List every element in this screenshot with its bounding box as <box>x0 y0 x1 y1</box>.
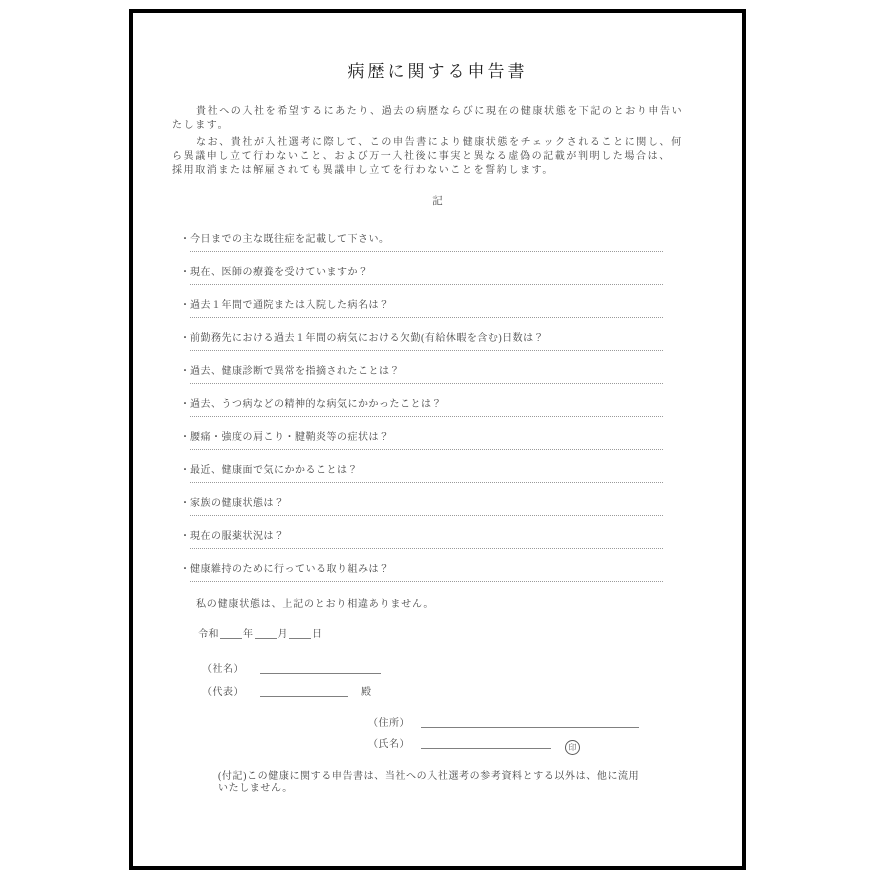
era-label: 令和 <box>198 629 219 640</box>
honorific-label: 殿 <box>361 687 372 698</box>
date-line <box>198 628 323 641</box>
question-item <box>180 464 663 483</box>
intro-line: 採用取消または解雇されても異議申し立てを行わないことを誓約します。 <box>172 165 554 176</box>
intro-paragraphs <box>172 105 720 178</box>
company-row <box>202 663 381 676</box>
question-item <box>180 431 663 450</box>
name-label: （氏名） <box>368 739 410 750</box>
year-blank <box>220 628 242 639</box>
page-title: 病歴に関する申告書 <box>347 62 528 81</box>
question-text: 家族の健康状態は？ <box>190 498 285 509</box>
question-item <box>180 563 663 582</box>
bullet-icon: ・ <box>180 366 191 377</box>
year-label: 年 <box>243 629 254 640</box>
company-blank <box>260 663 381 674</box>
bullet-icon: ・ <box>180 531 191 542</box>
confirmation-statement: 私の健康状態は、上記のとおり相違ありません。 <box>196 599 435 610</box>
month-label: 月 <box>277 629 288 640</box>
day-label: 日 <box>312 629 323 640</box>
bullet-icon: ・ <box>180 267 191 278</box>
intro-line: 貴社への入社を希望するにあたり、過去の病歴ならびに現在の健康状態を下記のとおり申告い <box>196 106 684 117</box>
question-item <box>180 266 663 285</box>
address-label: （住所） <box>368 718 410 729</box>
address-blank <box>421 717 639 728</box>
day-blank <box>289 628 311 639</box>
question-item <box>180 365 663 384</box>
question-text: 健康維持のために行っている取り組みは？ <box>190 564 390 575</box>
intro-line: たします。 <box>172 120 230 131</box>
question-text: 現在、医師の療養を受けていますか？ <box>190 267 369 278</box>
representative-row <box>202 686 372 699</box>
name-row <box>368 738 580 755</box>
bullet-icon: ・ <box>180 498 191 509</box>
company-label: （社名） <box>202 664 244 675</box>
question-list <box>180 233 663 596</box>
footnote <box>218 771 708 795</box>
question-text: 腰痛・強度の肩こり・腱鞘炎等の症状は？ <box>190 432 390 443</box>
question-item <box>180 332 663 351</box>
bullet-icon: ・ <box>180 564 191 575</box>
question-item <box>180 299 663 318</box>
bullet-icon: ・ <box>180 234 191 245</box>
footnote-line: いたしません。 <box>218 783 293 794</box>
intro-line: ら異議申し立て行わないこと、および万一入社後に事実と異なる虚偽の記載が判明した場合は、 <box>172 151 671 162</box>
bullet-icon: ・ <box>180 465 191 476</box>
month-blank <box>255 628 277 639</box>
question-text: 今日までの主な既往症を記載して下さい。 <box>190 234 390 245</box>
representative-label: （代表） <box>202 687 244 698</box>
question-text: 現在の服薬状況は？ <box>190 531 285 542</box>
representative-blank <box>260 686 348 697</box>
record-marker: 記 <box>432 196 443 207</box>
intro-paragraph-2 <box>172 136 720 178</box>
question-text: 過去、うつ病などの精神的な病気にかかったことは？ <box>190 399 442 410</box>
bullet-icon: ・ <box>180 300 191 311</box>
document-page <box>129 9 746 870</box>
question-item <box>180 233 663 252</box>
bullet-icon: ・ <box>180 432 191 443</box>
question-item <box>180 497 663 516</box>
footnote-line: (付記)この健康に関する申告書は、当社への入社選考の参考資料とする以外は、他に流用 <box>218 771 640 782</box>
seal-mark-icon: 印 <box>565 740 580 755</box>
bullet-icon: ・ <box>180 333 191 344</box>
question-text: 過去、健康診断で異常を指摘されたことは？ <box>190 366 400 377</box>
intro-paragraph-1 <box>172 105 720 133</box>
question-text: 最近、健康面で気にかかることは？ <box>190 465 358 476</box>
question-text: 前勤務先における過去１年間の病気における欠勤(有給休暇を含む)日数は？ <box>190 333 545 344</box>
bullet-icon: ・ <box>180 399 191 410</box>
name-blank <box>421 738 551 749</box>
question-text: 過去１年間で通院または入院した病名は？ <box>190 300 390 311</box>
question-item <box>180 398 663 417</box>
question-item <box>180 530 663 549</box>
intro-line: なお、貴社が入社選考に際して、この申告書により健康状態をチェックされることに関し、何 <box>196 137 683 148</box>
address-row <box>368 717 639 730</box>
